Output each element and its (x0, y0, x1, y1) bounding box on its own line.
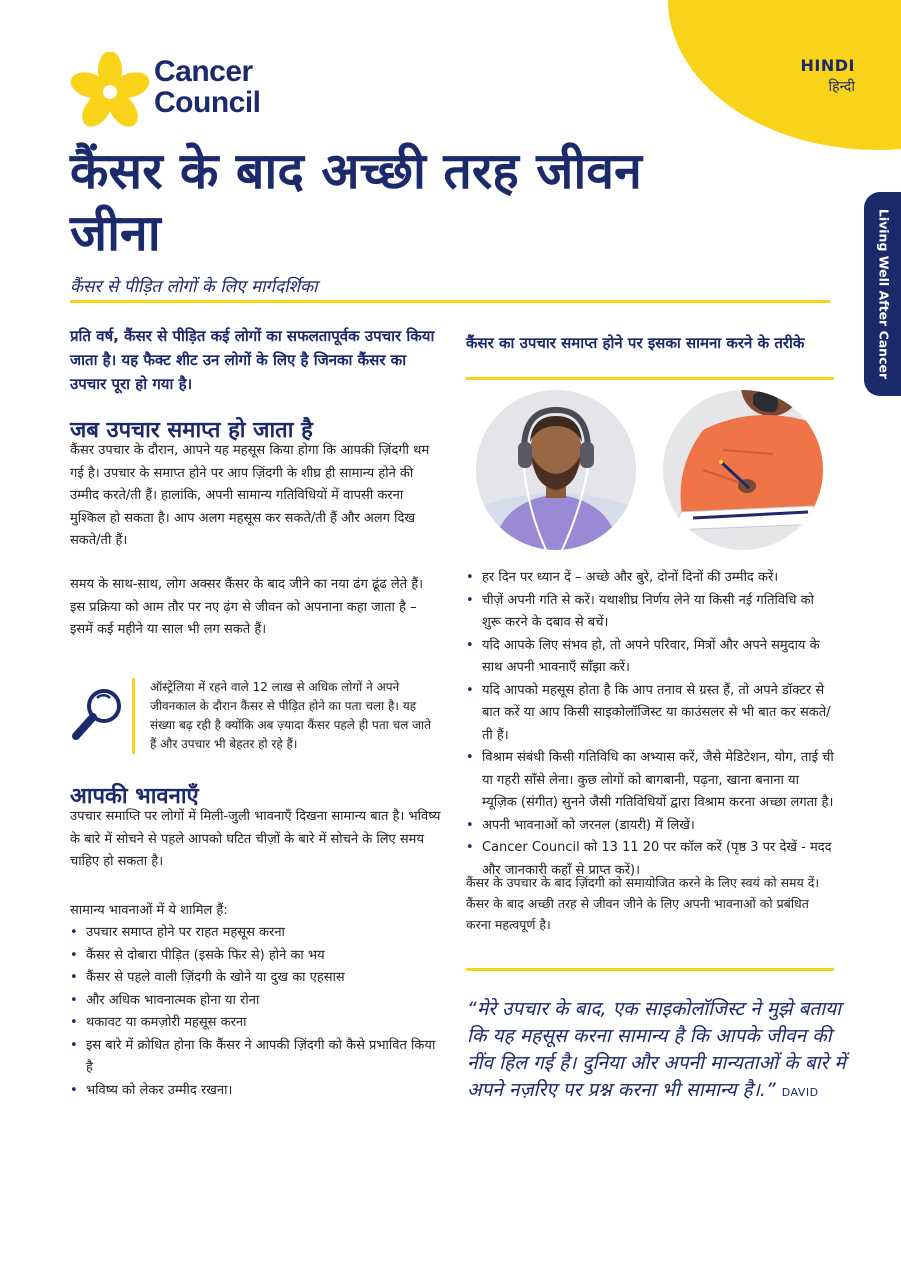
list-item: • भविष्य को लेकर उम्मीद रखना। (70, 1082, 233, 1098)
cancer-council-logo (70, 50, 270, 128)
intro-lead: प्रति वर्ष, कैंसर से पीड़ित कई लोगों का सफलतापूर्वक उपचार किया जाता है। यह फैक्ट शीट उन लोगों के लिए है जिनका कैंसर का उपचार पूरा हो गया है। (70, 327, 435, 393)
list-item: • हर दिन पर ध्यान दें – अच्छे और बुरे, दोनों दिनों की उम्मीद करें। (466, 570, 779, 585)
person-writing-journal-illustration (663, 390, 823, 550)
quote-divider (466, 968, 834, 971)
logo-wordmark (154, 56, 261, 118)
man-with-headphones-illustration (476, 390, 636, 550)
side-tab-label: Living Well After Cancer (876, 208, 892, 380)
quote-author: DAVID (781, 1086, 819, 1099)
list-item: • Cancer Council को 13 11 20 पर कॉल करें (पृष्ठ 3 पर देखें - मदद और जानकारी कहाँ से प्राप्त करें)। (466, 840, 832, 878)
page-title: कैंसर के बाद अच्छी तरह जीवन जीना (70, 142, 642, 262)
emotions-intro: सामान्य भावनाओं में ये शामिल हैं: (70, 903, 228, 918)
language-label (801, 56, 855, 96)
language-hindi: हिन्दी (828, 79, 855, 95)
list-item: • कैंसर से दोबारा पीड़ित (इसके फिर से) होने का भय (70, 947, 325, 963)
language-english: HINDI (800, 56, 855, 75)
section-heading-emotions: आपकी भावनाएँ (70, 784, 199, 809)
title-divider (70, 300, 830, 303)
page-subtitle: कैंसर से पीड़ित लोगों के लिए मार्गदर्शिका (70, 277, 318, 297)
list-item: • थकावट या कमज़ोरी महसूस करना (70, 1015, 247, 1030)
list-item: • और अधिक भावनात्मक होना या रोना (70, 992, 260, 1008)
emotions-paragraph: उपचार समाप्ति पर लोगों में मिली-जुली भावनाएँ दिखना सामान्य बात है। भविष्य के बारे में सोचने से पहले आपको घटित चीज़ों के बारे में सोचने के लिए समय चाहिए हो सकता है। (70, 809, 441, 869)
coping-divider (466, 377, 834, 380)
fact-text: ऑस्ट्रेलिया में रहने वाले 12 लाख से अधिक लोगों ने अपने जीवनकाल के दौरान कैंसर से पीड़ित होने का पता चला है। यह संख्या बढ़ रही है क्योंकि अब ज़्यादा कैंसर पहले ही पता चल जाते हैं और उपचार भी बेहतर हो रहे हैं। (150, 680, 431, 751)
daffodil-icon (70, 52, 150, 128)
list-item: • चीज़ें अपनी गति से करें। यथाशीघ्र निर्णय लेने या किसी नई गतिविधि को शुरू करने के दबाव से बचें। (466, 592, 814, 630)
logo-line-2: Council (154, 86, 261, 119)
coping-closing: कैंसर के उपचार के बाद ज़िंदगी को समायोजित करने के लिए स्वयं को समय दें। कैंसर के बाद अच्छी तरह से जीवन जीने के लिए अपनी भावनाओं को प्रबंधित करना महत्वपूर्ण है। (466, 875, 820, 932)
fact-callout (70, 678, 440, 758)
logo-line-1: Cancer (154, 55, 253, 88)
section-heading-coping: कैंसर का उपचार समाप्त होने पर इसका सामना करने के तरीके (466, 334, 805, 352)
list-item: • यदि आपके लिए संभव हो, तो अपने परिवार, मित्रों और अपने समुदाय के साथ अपनी भावनाएँ साँझा करें। (466, 637, 820, 675)
emotions-list (70, 922, 442, 1102)
patient-quote (467, 996, 847, 1106)
section-heading-treatment-ends: जब उपचार समाप्त हो जाता है (70, 418, 313, 443)
coping-list (466, 567, 836, 882)
list-item: • विश्राम संबंधी किसी गतिविधि का अभ्यास करें, जैसे मेडिटेशन, योग, ताई ची या गहरी साँसे लेना। कुछ लोगों को बागबानी, पढ़ना, खाना बनाना या म्यूज़िक (संगीत) सुनने जैसी गतिविधियों द्वारा विश्राम करना अच्छा लगता है। (466, 750, 834, 810)
fact-accent-bar (132, 678, 135, 754)
quote-text: “मेरे उपचार के बाद, एक साइकोलॉजिस्ट ने मुझे बताया कि यह महसूस करना सामान्य है कि आपके जीवन की नींव हिल गई है। दुनिया और अपनी मान्यताओं के बारे में अपने नज़रिए पर प्रश्न करना भी सामान्य है।.” (467, 998, 846, 1101)
list-item: • यदि आपको महसूस होता है कि आप तनाव से ग्रस्त हैं, तो अपने डॉक्टर से बात करें या आप किसी साइकोलॉजिस्ट या काउंसलर से भी बात कर सकते/ती हैं। (466, 682, 831, 743)
list-item: • उपचार समाप्त होने पर राहत महसूस करना (70, 925, 285, 940)
side-tab (864, 192, 901, 396)
list-item: • अपनी भावनाओं को जरनल (डायरी) में लिखें। (466, 817, 695, 833)
list-item: • इस बारे में क्रोधित होना कि कैंसर ने आपकी ज़िंदगी को कैसे प्रभावित किया है (70, 1037, 436, 1075)
magnifying-glass-icon (70, 684, 126, 744)
treatment-ends-paragraph-1: कैंसर उपचार के दौरान, आपने यह महसूस किया होगा कि आपकी ज़िंदगी थम गई है। उपचार के समाप्त होने पर आप ज़िंदगी के शीघ्र ही सामान्य होने की उम्मीद करते/ती हैं। हालांकि, अपनी सामान्य गतिविधियों में वापसी करना मुश्किल हो सकता है। आप अलग महसूस कर सकते/ती हैं और अलग दिख सकते/ती हैं। (70, 443, 430, 548)
treatment-ends-paragraph-2: समय के साथ-साथ, लोग अक्सर कैंसर के बाद जीने का नया ढंग ढूंढ लेते हैं। इस प्रक्रिया को आम तौर पर नए ढ़ंग से जीवन को अपनाना कहा जाता है – इसमें कई महीने या साल भी लग सकते हैं। (70, 577, 424, 637)
corner-decoration (668, 0, 901, 150)
list-item: • कैंसर से पहले वाली ज़िंदगी के खोने या दुख का एहसास (70, 970, 345, 985)
